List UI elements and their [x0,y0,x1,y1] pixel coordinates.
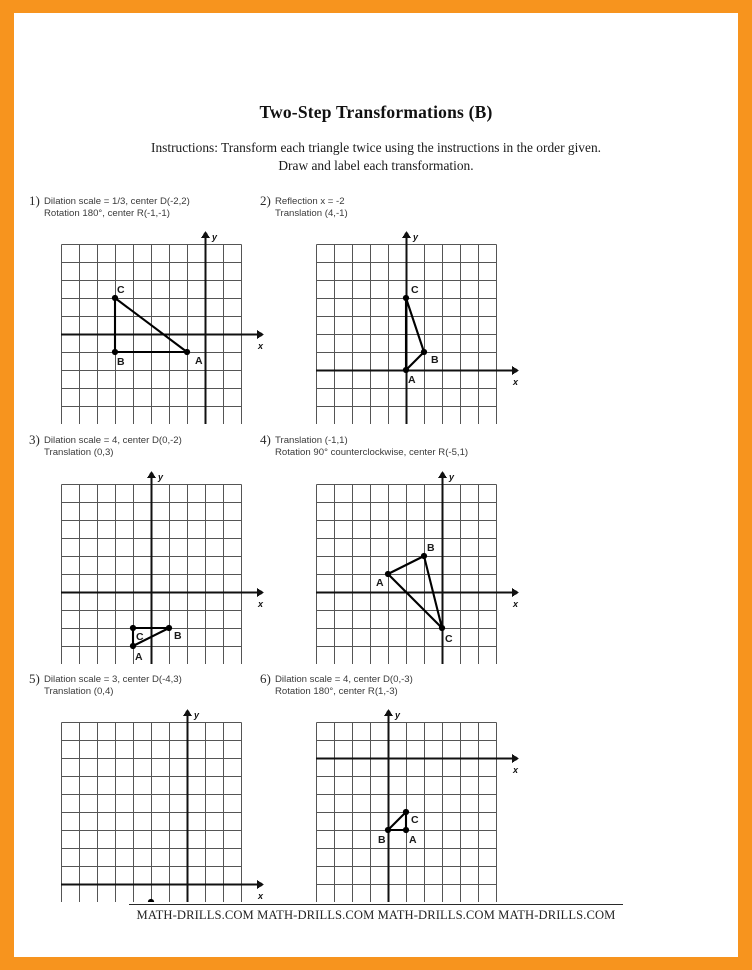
problem-6-coordinate-grid [316,708,522,902]
problem-2-number: 2) [260,193,271,208]
problem-1-vertex-label-B: B [117,356,125,368]
problem-3-vertex-label-C: C [136,631,144,643]
problem-4-step-2: Rotation 90° counterclockwise, center R(-5,1) [275,446,469,458]
problem-6-number: 6) [260,671,271,686]
problem-5-number: 5) [29,671,40,686]
y-axis-label: y [194,710,200,720]
problem-4-vertex-label-A: A [376,577,384,589]
problem-6-step-2: Rotation 180°, center R(1,-3) [275,685,398,697]
problem-1-steps [44,196,190,219]
problem-5-step-2: Translation (0,4) [44,685,114,697]
y-axis-label: y [449,472,455,482]
footer-attribution: MATH-DRILLS.COM MATH-DRILLS.COM MATH-DRILLS.COM MATH-DRILLS.COM [136,908,616,922]
x-axis-label: x [513,377,519,387]
y-axis-label: y [158,472,164,482]
problem-2-vertex-label-B: B [431,354,439,366]
y-axis-label: y [413,232,419,242]
problem-1-vertex-label-C: C [117,284,125,296]
problem-4-vertex-label-C: C [445,633,453,645]
y-axis-label: y [395,710,401,720]
problem-2-vertex-label-C: C [411,284,419,296]
problem-4-number: 4) [260,432,271,447]
problem-6-steps [275,674,413,697]
x-axis-label: x [513,765,519,775]
problem-5-steps [44,674,182,697]
problem-1-coordinate-grid [61,230,267,424]
problem-5-step-1: Dilation scale = 3, center D(-4,3) [44,674,182,685]
problem-6-step-1: Dilation scale = 4, center D(0,-3) [275,674,413,685]
problem-3-step-2: Translation (0,3) [44,446,114,458]
problem-4-vertex-label-B: B [427,542,435,554]
problem-1-vertex-label-A: A [195,355,203,367]
problem-1-step-1: Dilation scale = 1/3, center D(-2,2) [44,196,190,207]
problem-3-vertex-label-B: B [174,630,182,642]
x-axis-label: x [258,599,264,609]
problem-4-coordinate-grid [316,470,522,664]
problem-2-step-1: Reflection x = -2 [275,196,345,207]
instructions-line-1: Instructions: Transform each triangle twice using the instructions in the order given. [151,140,601,155]
problem-6-vertex-label-B: B [378,834,386,846]
y-axis-label: y [212,232,218,242]
problem-4-step-1: Translation (-1,1) [275,435,348,446]
problem-3-coordinate-grid [61,470,267,664]
instructions-line-2: Draw and label each transformation. [278,158,474,173]
problem-2-coordinate-grid [316,230,522,424]
page-border-frame [14,13,738,957]
problem-3-vertex-label-A: A [135,651,143,663]
problem-3-step-1: Dilation scale = 4, center D(0,-2) [44,435,182,446]
x-axis-label: x [513,599,519,609]
x-axis-label: x [258,891,264,901]
footer-divider [129,904,623,905]
problem-6-vertex-label-C: C [411,814,419,826]
page-title: Two-Step Transformations (B) [259,102,493,122]
problem-2-step-2: Translation (4,-1) [275,207,348,219]
problem-5-coordinate-grid [61,708,267,902]
problem-4-steps [275,435,468,458]
worksheet-sheet [25,24,727,946]
problem-1-step-2: Rotation 180°, center R(-1,-1) [44,207,170,219]
problem-2-steps [275,196,348,219]
x-axis-label: x [258,341,264,351]
problem-1-number: 1) [29,193,40,208]
problem-2-vertex-label-A: A [408,374,416,386]
problem-3-steps [44,435,182,458]
problem-3-number: 3) [29,432,40,447]
problem-6-vertex-label-A: A [409,834,417,846]
